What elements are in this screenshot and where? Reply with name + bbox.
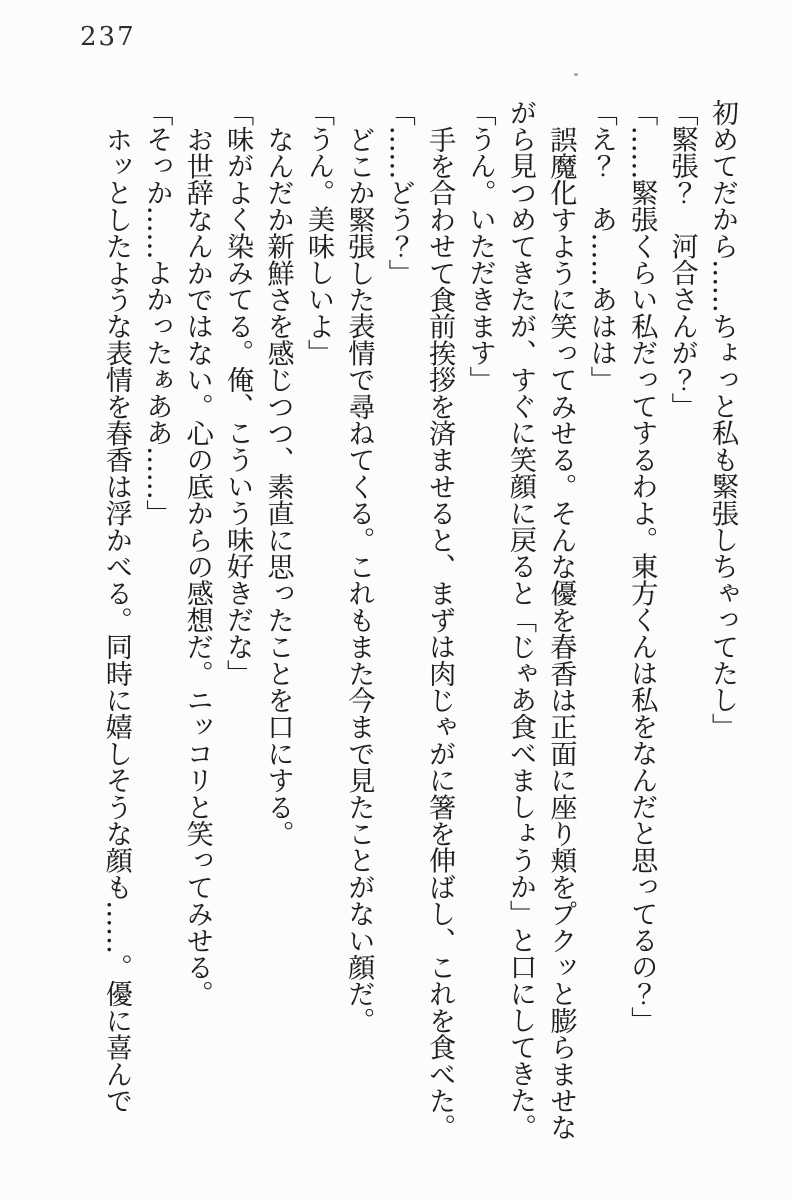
paragraph-15: ホッとしたような表情を春香は浮かべる。同時に嬉しそうな顔も……。優に喜んで bbox=[100, 126, 132, 1114]
novel-text bbox=[96, 99, 743, 1149]
paragraph-4: 「え？ あ……あはは」 bbox=[585, 99, 617, 393]
paragraph-1: 初めてだから……ちょっと私も緊張しちゃってたし」 bbox=[707, 99, 738, 740]
paragraph-14: 「そっか……よかったぁああ……」 bbox=[141, 99, 173, 527]
paragraph-7: 手を合わせて食前挨拶を済ませると、まずは肉じゃがに箸を伸ばし、これを食べた。 bbox=[424, 126, 456, 1141]
scan-dust-speck bbox=[574, 73, 578, 76]
paragraph-11: なんだか新鮮さを感じつつ、素直に思ったことを口にする。 bbox=[262, 126, 294, 847]
paragraph-5: 誤魔化すように笑ってみせる。そんな優を春香は正面に座り頬をプクッと膨らませながら見つめてきたが、すぐに笑顔に戻ると「じゃあ食べましょうか」と口にしてきた。 bbox=[504, 99, 577, 1141]
paragraph-3: 「……緊張くらい私だってするわよ。東方くんは私をなんだと思ってるの？」 bbox=[626, 99, 658, 1034]
paragraph-12: 「味がよく染みてる。俺、こういう味好きだな」 bbox=[222, 99, 254, 687]
paragraph-9: どこか緊張した表情で尋ねてくる。これもまた今まで見たことがない顔だ。 bbox=[343, 126, 375, 1034]
paragraph-6: 「うん。いただきます」 bbox=[464, 99, 496, 393]
page-number: 237 bbox=[80, 22, 136, 52]
paragraph-10: 「うん。美味しいよ」 bbox=[302, 99, 334, 367]
paragraph-13: お世辞なんかではない。心の底からの感想だ。ニッコリと笑ってみせる。 bbox=[181, 126, 213, 1008]
paragraph-2: 「緊張？ 河合さんが？」 bbox=[666, 99, 698, 420]
paragraph-8: 「……どう？」 bbox=[383, 99, 415, 286]
